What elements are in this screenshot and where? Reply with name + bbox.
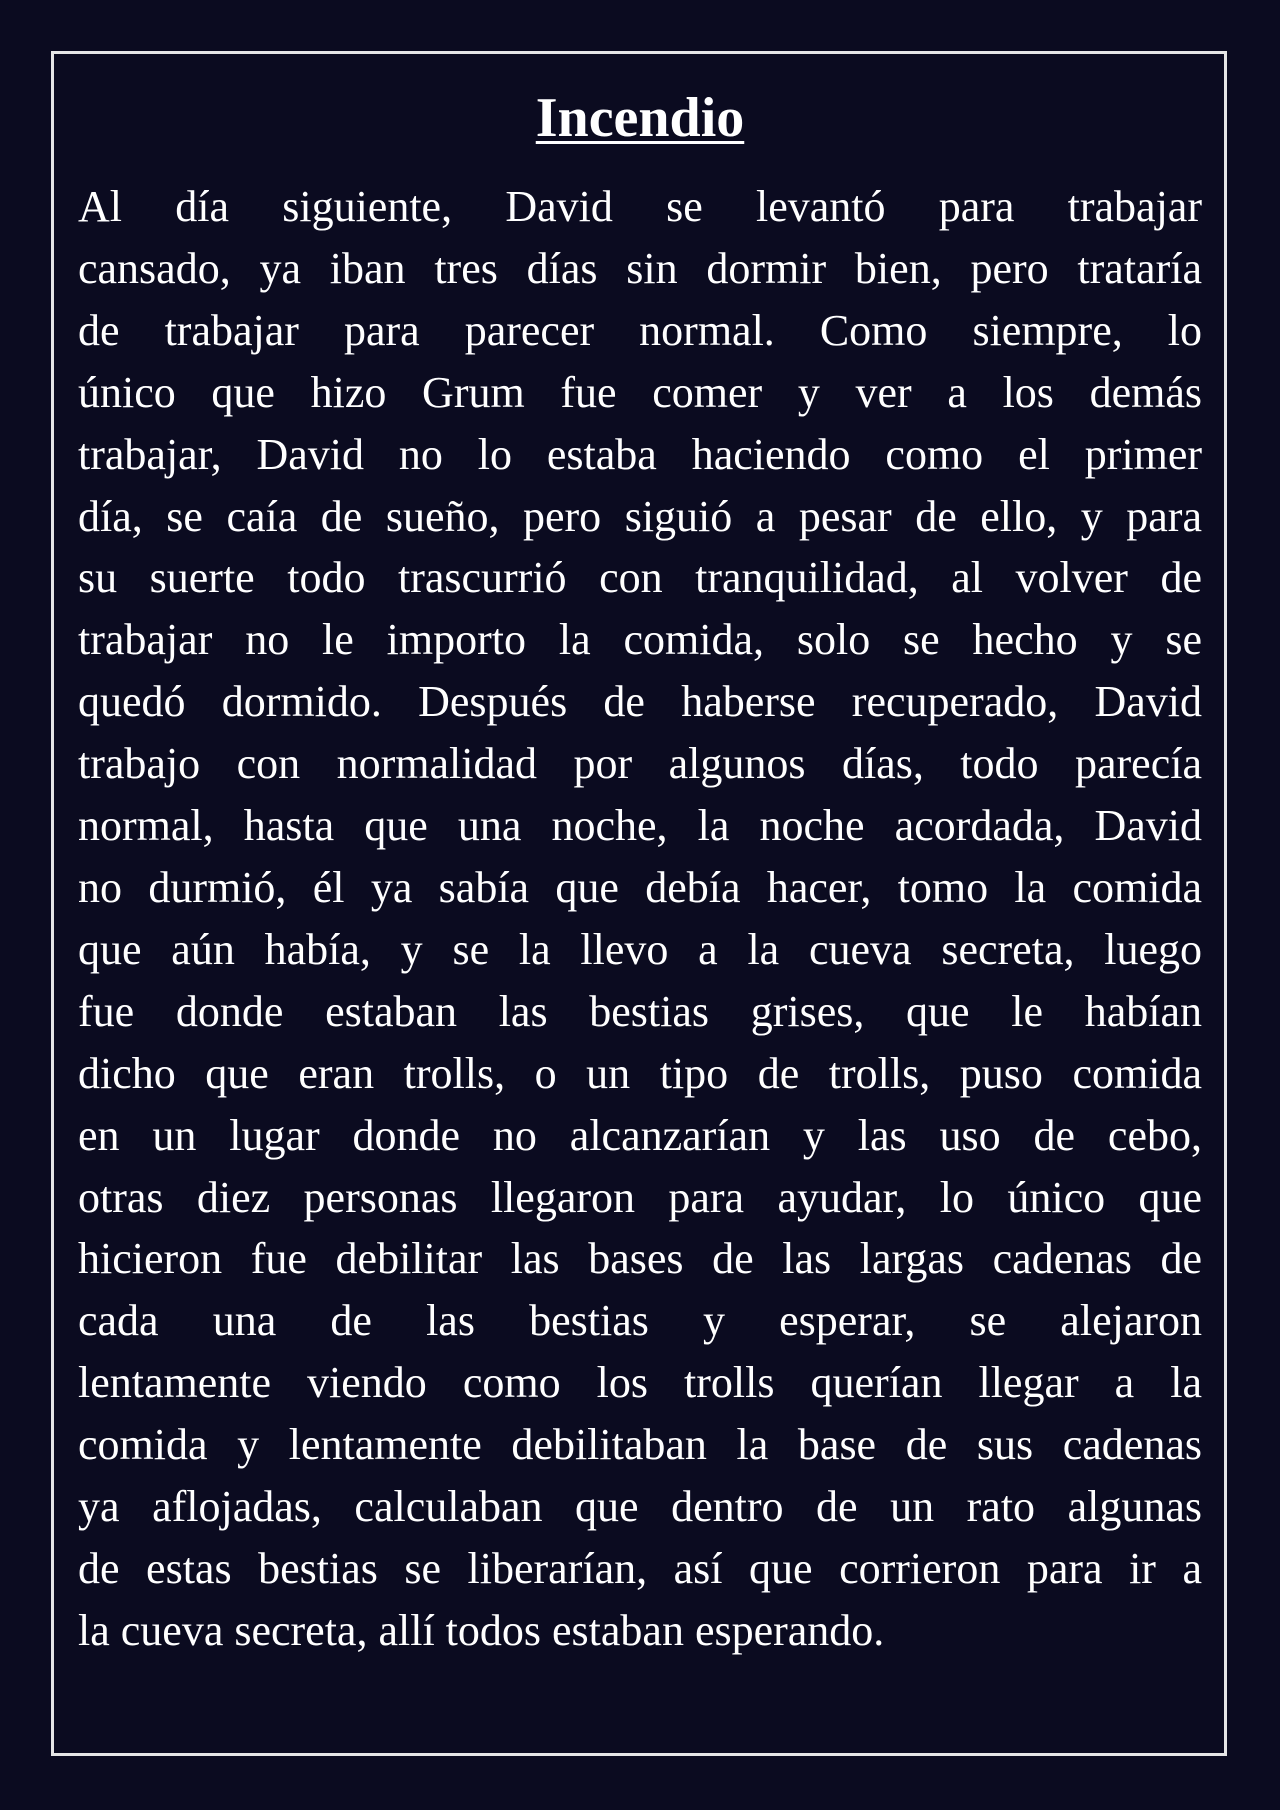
page-title: Incendio xyxy=(535,87,745,149)
paragraph-line: normal, hasta que una noche, la noche acordada, David xyxy=(78,801,1202,851)
paragraph-line: trabajar, David no lo estaba haciendo como el primer xyxy=(78,429,1202,479)
paragraph-line: cada una de las bestias y esperar, se alejaron xyxy=(78,1296,1202,1346)
paragraph-line: Al día siguiente, David se levantó para trabajar xyxy=(78,182,1202,231)
paragraph-line: cansado, ya iban tres días sin dormir bien, pero trataría xyxy=(78,243,1202,293)
paragraph-line: trabajo con normalidad por algunos días, todo parecía xyxy=(78,739,1202,789)
paragraph-line: comida y lentamente debilitaban la base de sus cadenas xyxy=(78,1420,1202,1470)
paragraph-line: que aún había, y se la llevo a la cueva secreta, luego xyxy=(78,924,1202,974)
story-body xyxy=(78,176,1202,1662)
paragraph-line: la cueva secreta, allí todos estaban esperando. xyxy=(78,1605,885,1655)
paragraph-line: hicieron fue debilitar las bases de las largas cadenas de xyxy=(78,1234,1202,1284)
paragraph-line: único que hizo Grum fue comer y ver a los demás xyxy=(78,367,1202,417)
paragraph-line: día, se caía de sueño, pero siguió a pesar de ello, y para xyxy=(78,491,1202,541)
paragraph-line: de estas bestias se liberarían, así que corrieron para ir a xyxy=(78,1543,1202,1593)
paragraph-line: trabajar no le importo la comida, solo se hecho y se xyxy=(78,615,1202,665)
paragraph-line: no durmió, él ya sabía que debía hacer, tomo la comida xyxy=(78,862,1202,912)
paragraph-line: lentamente viendo como los trolls querían llegar a la xyxy=(78,1358,1202,1408)
paragraph-line: dicho que eran trolls, o un tipo de trolls, puso comida xyxy=(78,1048,1202,1098)
paragraph-line: su suerte todo trascurrió con tranquilidad, al volver de xyxy=(78,553,1202,603)
paragraph-line: fue donde estaban las bestias grises, que le habían xyxy=(78,986,1202,1036)
paragraph-line: otras diez personas llegaron para ayudar, lo único que xyxy=(78,1172,1202,1222)
paragraph-line: ya aflojadas, calculaban que dentro de un rato algunas xyxy=(78,1482,1202,1532)
paragraph-line: en un lugar donde no alcanzarían y las uso de cebo, xyxy=(78,1110,1202,1160)
paragraph-line: quedó dormido. Después de haberse recuperado, David xyxy=(78,677,1202,727)
paragraph-line: de trabajar para parecer normal. Como siempre, lo xyxy=(78,305,1202,355)
